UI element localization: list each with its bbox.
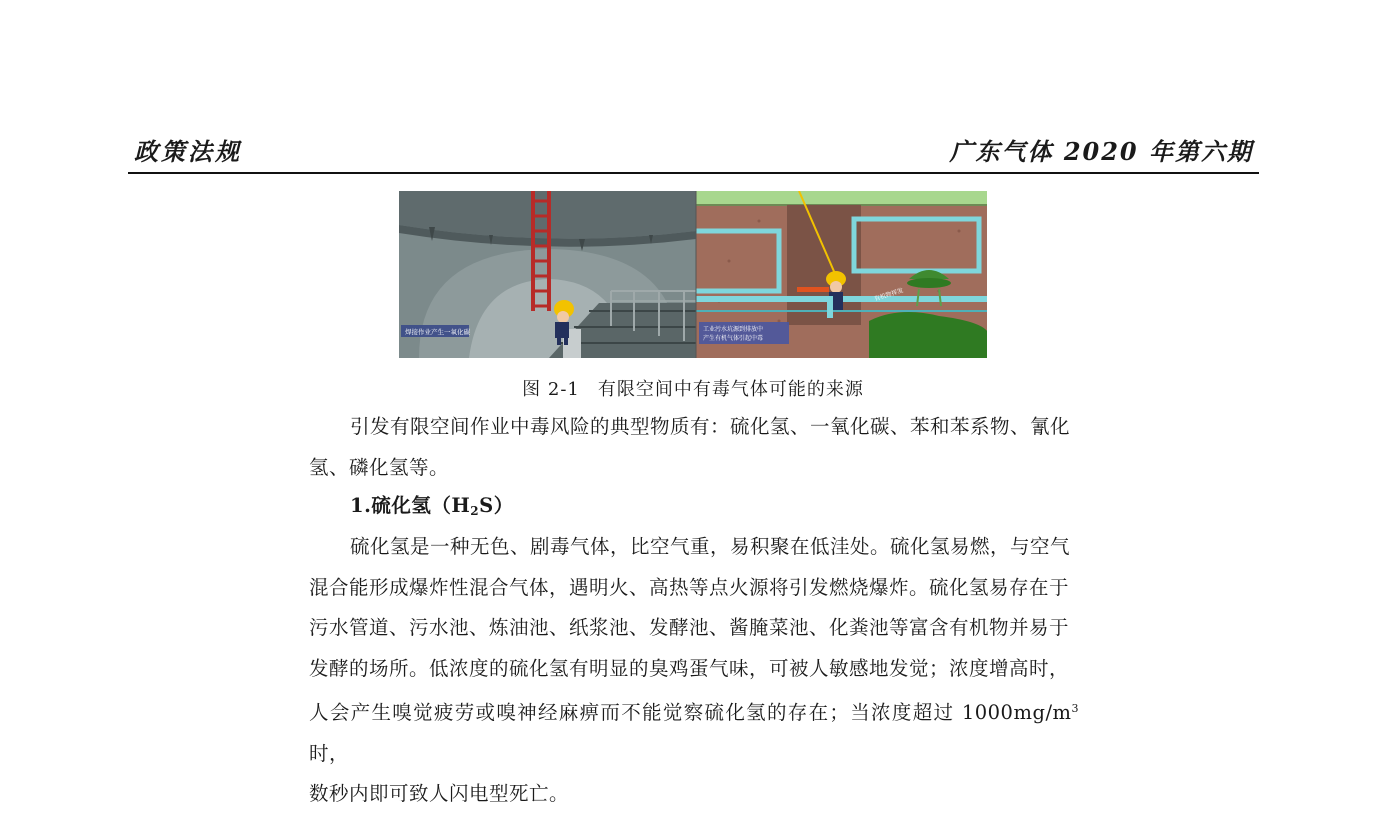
figure-caption-text: 有限空间中有毒气体可能的来源: [597, 379, 864, 400]
right-panel: [696, 191, 987, 358]
left-panel-label: 焊接作业产生一氧化碳: [405, 328, 470, 336]
figure-number: 图 2-1: [522, 379, 580, 400]
figure-illustration: [399, 191, 987, 358]
section-title: 政策法规: [134, 137, 242, 166]
intro-line-2: 氢、磷化氢等。: [309, 455, 450, 479]
h2s-line-5-prefix: 人会产生嗅觉疲劳或嗅神经麻痹而不能觉察硫化氢的存在；当浓度超过 1000mg/m: [309, 701, 1072, 724]
issue-title: 广东气体 2020 年第六期: [949, 137, 1253, 166]
right-panel-label-line2: 产生有机气体引起中毒: [703, 335, 764, 342]
h2s-line-5: [309, 689, 1079, 774]
h2s-line-6: 数秒内即可致人闪电型死亡。: [309, 782, 570, 805]
page-header: [128, 128, 1259, 174]
h2s-line-1: 硫化氢是一种无色、剧毒气体，比空气重，易积聚在低洼处。硫化氢易燃，与空气: [350, 535, 1071, 558]
left-panel: [399, 191, 696, 358]
heading-prefix: 1.硫化氢（H: [350, 494, 471, 517]
right-panel-tag: 有机物挥发: [873, 286, 905, 303]
intro-line-1: 引发有限空间作业中毒风险的典型物质有：硫化氢、一氧化碳、苯和苯系物、氰化: [350, 415, 1071, 438]
figure-caption: [0, 375, 1386, 401]
h2s-line-5-sup: 3: [1071, 702, 1079, 715]
h2s-line-4: 发酵的场所。低浓度的硫化氢有明显的臭鸡蛋气味，可被人敏感地发觉；浓度增高时，: [309, 656, 1070, 680]
heading-subscript: 2: [470, 504, 480, 518]
figure-2-1: [399, 191, 987, 358]
intro-paragraph: [309, 407, 1079, 488]
h2s-paragraph: [309, 527, 1079, 815]
h2s-line-5-suffix: 时，: [309, 741, 350, 765]
h2s-line-2: 混合能形成爆炸性混合气体，遇明火、高热等点火源将引发燃烧爆炸。硫化氢易存在于: [309, 575, 1070, 599]
heading-suffix: S）: [479, 494, 514, 517]
h2s-line-3: 污水管道、污水池、炼油池、纸浆池、发酵池、酱腌菜池、化粪池等富含有机物并易于: [309, 616, 1070, 639]
section-heading-h2s: [350, 490, 514, 518]
right-panel-label-line1: 工业污水坑源到排放中: [703, 326, 764, 333]
